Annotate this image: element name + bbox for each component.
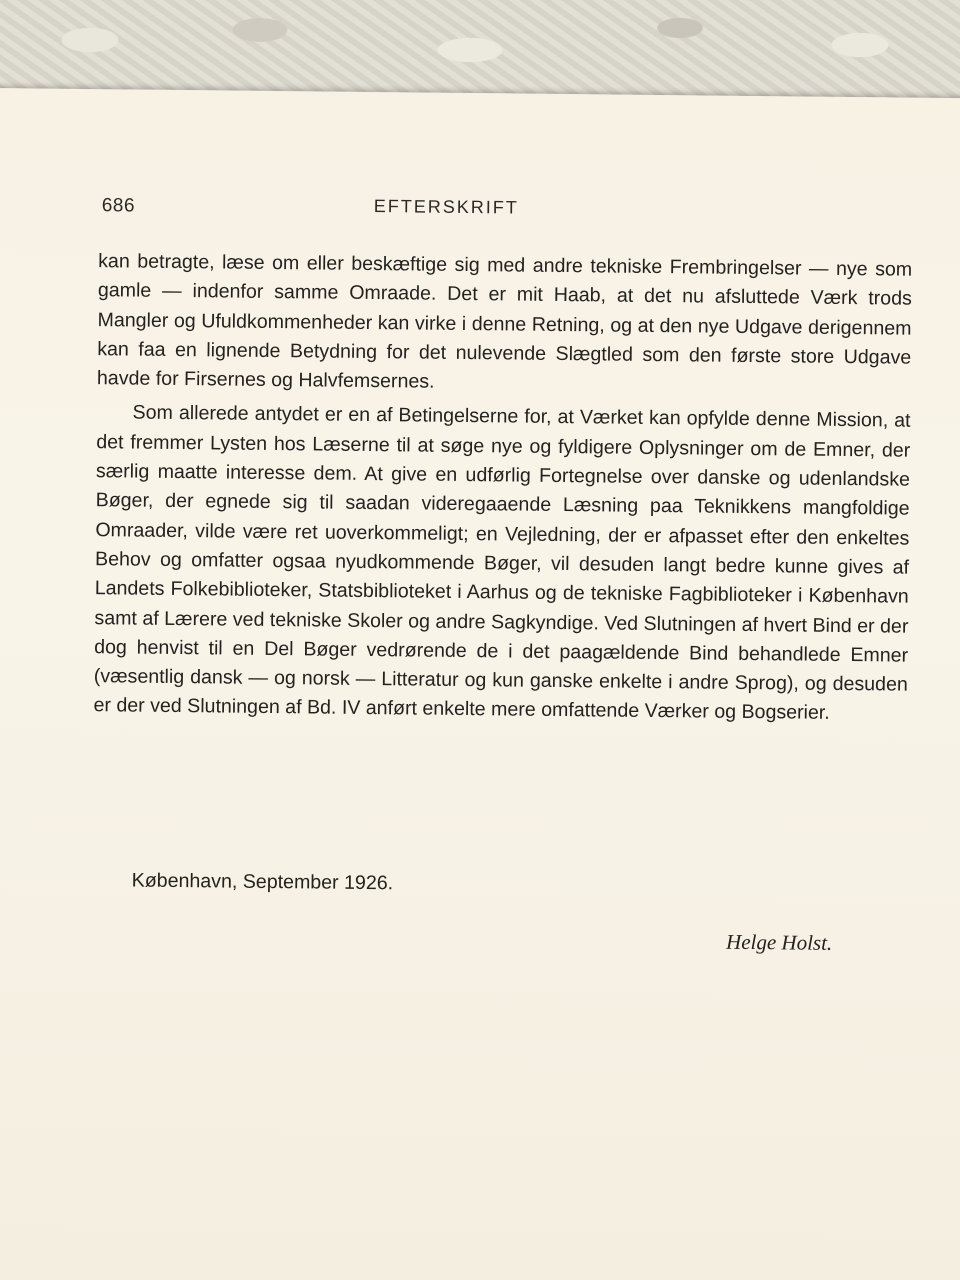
place-date: København, September 1926. (131, 869, 394, 895)
page-header (102, 193, 882, 231)
page-number: 686 (101, 195, 136, 217)
paragraph-1: kan betragte, læse om eller beskæftige sig med andre tekniske Frembringelser — nye som gamle — indenfor samme Omraade. Det er mit Haab, at det nu afsluttede Værk trods Mangler og Ufuldkommenheder kan virke i denne Retning, og at den nye Udgave derigennem kan faa en lignende Betydning for det nulevende Slægtled som den første store Udgave havde for Firsernes og Halvfemsernes. (96, 250, 913, 393)
body-text (93, 247, 912, 729)
paragraph-2: Som allerede antydet er en af Betingelserne for, at Værket kan opfylde denne Mission, at det fremmer Lysten hos Læserne til at søge nye og fyldigere Oplysninger om de Emner, der særlig maatte interesse dem. At give en udførlig Fortegnelse over danske og udenlandske Bøger, der egnede sig til saadan videregaaende Læsning paa Teknikkens mangfoldige Omraader, vilde være ret uoverkommeligt; en Vejledning, der er afpasset efter den enkeltes Behov og omfatter ogsaa nyudkommende Bøger, vil desuden langt bedre kunne gives af Landets Folkebiblioteker, Statsbiblioteket i Aarhus og de tekniske Fagbiblioteker i København samt af Lærere ved tekniske Skoler og andre Sagkyndige. Ved Slutningen af hvert Bind er der dog henvist til en Del Bøger vedrørende de i det paagældende Bind behandlede Emner (væsentlig dansk — og norsk — Litteratur og kun ganske enkelte i andre Sprog), og desuden er der ved Slutningen af Bd. IV anført enkelte mere omfattende Værker og Bogserier. (93, 401, 911, 725)
book-page (0, 88, 960, 1280)
running-head: EFTERSKRIFT (373, 196, 519, 218)
author-signature: Helge Holst. (725, 929, 833, 955)
